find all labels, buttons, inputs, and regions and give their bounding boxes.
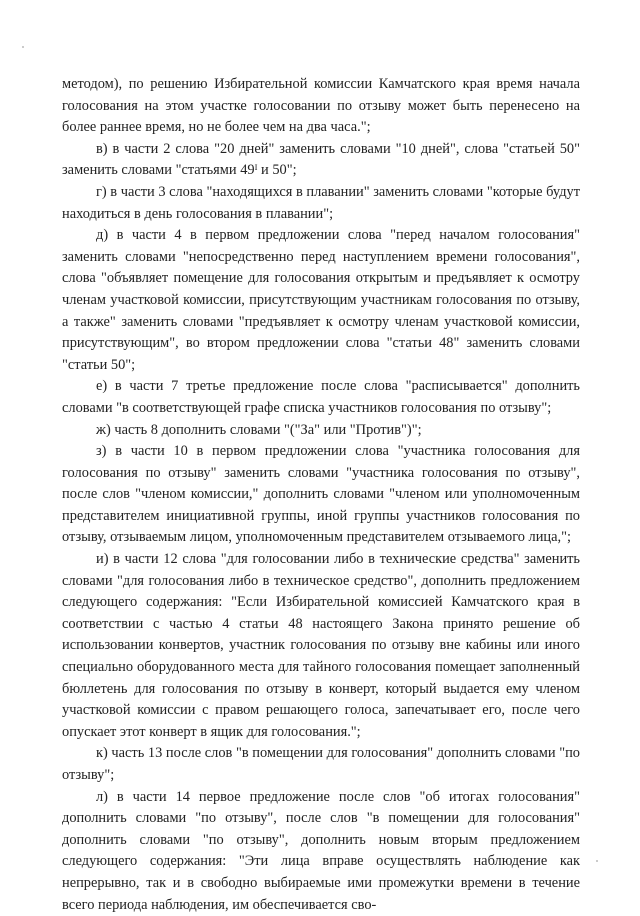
paragraph-k: к) часть 13 после слов "в помещении для голосования" дополнить словами "по отзыву"; [62,745,580,783]
paragraph-continuation: методом), по решению Избирательной комиссии Камчатского края время начала голосования на этом участке голосовании по отзыву может быть перенесено на более раннее время, но не более чем на два часа."; [62,76,580,136]
document-body [62,74,580,916]
paragraph-e: е) в части 7 третье предложение после слова "расписывается" дополнить словами "в соответствующей графе списка участников голосования по отзыву"; [62,378,580,416]
scan-speck [22,46,24,48]
paragraph-i: и) в части 12 слова "для голосовании либо в технические средства" заменить словами "для голосования либо в техническое средство", дополнить предложением следующего содержания: "Если Избирательной комиссией Камчатского края в соответствии с частью 4 статьи 48 настоящего Закона принято решение об использовании конвертов, участник голосования по отзыву вне кабины или иного специально оборудованного места для тайного голосования помещает заполненный бюллетень для голосования по отзыву в конверт, который выдается ему членом участковой комиссии с правом решающего голоса, запечатывает его, после чего опускает этот конверт в ящик для голосования."; [62,551,580,740]
scan-speck [596,860,598,862]
paragraph-z: з) в части 10 в первом предложении слова "участника голосования для голосования по отзыву" заменить словами "участника голосования по отзыву", после слов "членом комиссии," дополнить словами "членом или уполномоченным представителем инициативной группы, иной группы участников голосования по отзыву, отзываемым лицом, уполномоченным представителем отзываемого лица,"; [62,443,580,546]
paragraph-zh: ж) часть 8 дополнить словами "("За" или "Против")"; [96,421,422,438]
paragraph-g: г) в части 3 слова "находящихся в плавании" заменить словами "которые будут находиться в день голосования в плавании"; [62,183,580,222]
paragraph-l: л) в части 14 первое предложение после слов "об итогах голосования" дополнить словами "по отзыву", после слов "в помещении для голосования" дополнить словами "по отзыву", дополнить новым вторым предложением следующего содержания: "Эти лица вправе осуществлять наблюдение как непрерывно, так и в свободно выбираемые ими промежутки времени в течение всего периода наблюдения, им обеспечивается сво- [62,788,580,913]
paragraph-v: в) в части 2 слова "20 дней" заменить словами "10 дней", слова "статьей 50" заменить словами "статьями 49ᴵ и 50"; [62,140,580,179]
paragraph-d: д) в части 4 в первом предложении слова "перед началом голосования" заменить словами "непосредственно перед наступлением времени голосования", слова "объявляет помещение для голосования открытым и предъявляет к осмотру членам участковой комиссии, присутствующим участникам голосования по отзыву, а также" заменить словами "предъявляет к осмотру членам участковой комиссии, присутствующим", во втором предложении слова "статьи 48" заменить словами "статьи 50"; [62,227,580,373]
